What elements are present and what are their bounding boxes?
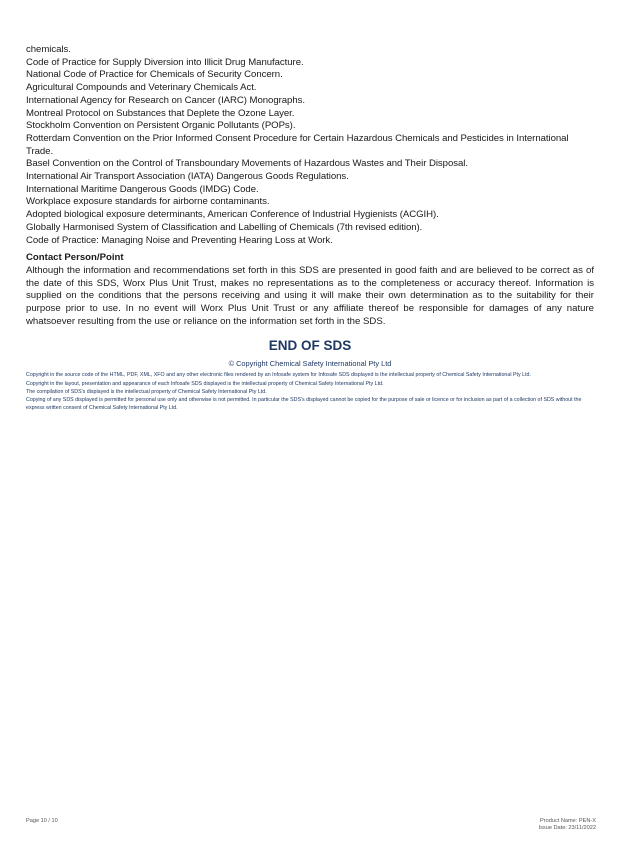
contact-heading: Contact Person/Point: [26, 252, 124, 264]
reference-item: Rotterdam Convention on the Prior Informed Consent Procedure for Certain Hazardous Chemicals and Pesticides in International Trade.: [26, 132, 569, 157]
reference-item: Adopted biological exposure determinants, American Conference of Industrial Hygienists (ACGIH).: [26, 209, 439, 221]
page-number: Page 10 / 10: [26, 818, 58, 824]
reference-item: Agricultural Compounds and Veterinary Chemicals Act.: [26, 82, 257, 94]
reference-item: International Agency for Research on Cancer (IARC) Monographs.: [26, 94, 305, 106]
reference-item: National Code of Practice for Chemicals of Security Concern.: [26, 69, 283, 81]
copyright-line: © Copyright Chemical Safety International Pty Ltd: [228, 359, 392, 369]
reference-item: Montreal Protocol on Substances that Deplete the Ozone Layer.: [26, 107, 295, 119]
reference-item: Workplace exposure standards for airborne contaminants.: [26, 196, 270, 208]
reference-item: Stockholm Convention on Persistent Organic Pollutants (POPs).: [26, 120, 296, 132]
end-of-sds-title: END OF SDS: [268, 338, 352, 354]
reference-item: International Maritime Dangerous Goods (IMDG) Code.: [26, 183, 259, 195]
copyright-note: Copying of any SDS displayed is permitted for personal use only and otherwise is not permitted. In particular the SDS's displayed cannot be copied for the purpose of sale or licence or for inclusion as part of a collection of SDS without the express written consent of Chemical Safety International Pty Ltd.: [26, 397, 582, 412]
reference-item: Globally Harmonised System of Classification and Labelling of Chemicals (7th revised edition).: [26, 221, 423, 233]
reference-item: Code of Practice: Managing Noise and Preventing Hearing Loss at Work.: [26, 234, 333, 246]
footer-product-info: [539, 818, 596, 832]
copyright-note: Copyright in the layout, presentation and appearance of each Infosafe SDS displayed is the intellectual property of Chemical Safety International Pty Ltd.: [26, 380, 384, 387]
reference-item: Code of Practice for Supply Diversion into Illicit Drug Manufacture.: [26, 56, 304, 68]
copyright-notes: [26, 371, 594, 412]
reference-item: Basel Convention on the Control of Transboundary Movements of Hazardous Wastes and Their Disposal.: [26, 158, 468, 170]
issue-date: Issue Date: 23/11/2022: [538, 825, 596, 831]
sds-page-content: [26, 44, 594, 412]
reference-item: chemicals.: [26, 44, 71, 55]
reference-list: [26, 44, 594, 247]
disclaimer-paragraph: Although the information and recommendations set forth in this SDS are presented in good faith and are believed to be correct as of the date of this SDS, Worx Plus Unit Trust, makes no representations as to the completeness or accuracy thereof. Information is supplied on the conditions that the persons receiving and using it will make their own determination as to the suitability for their purpose prior to use. In no event will Worx Plus Unit Trust or any affiliate thereof be responsible for damages of any nature whatsoever resulting from the use or reliance on the information set forth in the SDS.: [26, 264, 594, 327]
copyright-note: The compilation of SDS's displayed is the intellectual property of Chemical Safety International Pty Ltd.: [26, 388, 267, 395]
copyright-note: Copyright in the source code of the HTML, PDF, XML, XFO and any other electronic files rendered by an Infosafe system for Infosafe SDS displayed is the intellectual property of Chemical Safety International Pty Ltd.: [26, 372, 531, 379]
product-name: Product Name: PEN-X: [540, 818, 596, 824]
reference-item: International Air Transport Association (IATA) Dangerous Goods Regulations.: [26, 171, 349, 183]
